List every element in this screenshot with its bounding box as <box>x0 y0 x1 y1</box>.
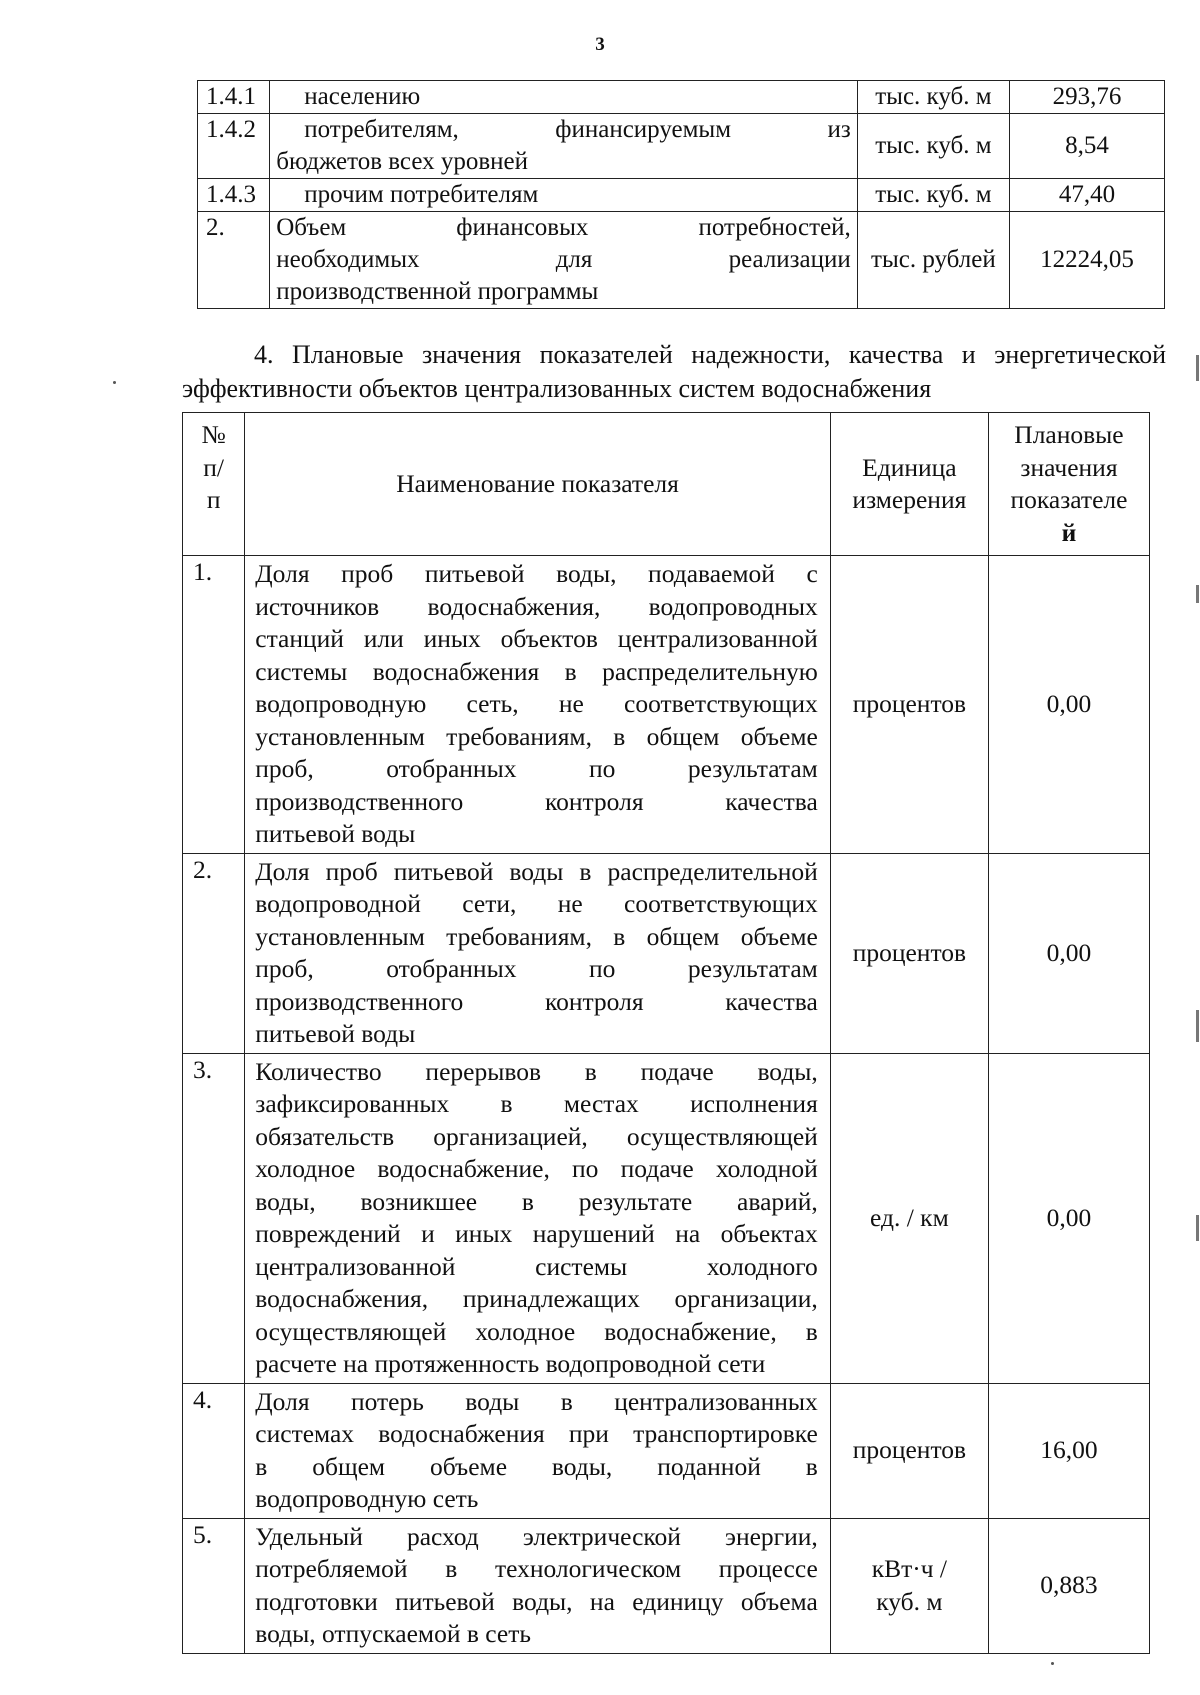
indicator-number: 2. <box>183 853 245 1053</box>
header-unit <box>830 413 988 556</box>
indicator-name-line: водопроводную сеть, не соответствующих <box>255 689 818 718</box>
row-number: 1.4.2 <box>198 114 270 179</box>
row-unit: тыс. куб. м <box>857 114 1009 179</box>
indicator-unit: ед. / км <box>830 1053 988 1383</box>
row-number: 1.4.3 <box>198 179 270 212</box>
indicator-row <box>183 853 1150 1053</box>
table-row <box>198 81 1165 114</box>
row-number: 1.4.1 <box>198 81 270 114</box>
indicator-name-line: повреждений и иных нарушений на объектах <box>255 1219 818 1248</box>
indicator-unit-line: куб. м <box>876 1586 943 1616</box>
section-heading <box>182 338 1166 406</box>
row-value: 293,76 <box>1009 81 1164 114</box>
indicator-name-line: холодное водоснабжение, по подаче холодной <box>255 1154 818 1183</box>
indicator-name-line: потребляемой в технологическом процессе <box>255 1554 818 1583</box>
indicator-name-line: зафиксированных в местах исполнения <box>255 1089 818 1118</box>
indicator-name-line: установленным требованиям, в общем объеме <box>255 721 818 751</box>
indicator-name-line: обязательств организацией, осуществляющей <box>255 1121 818 1151</box>
indicator-unit: процентов <box>830 1383 988 1518</box>
indicator-name-line: установленным требованиям, в общем объеме <box>255 921 818 951</box>
indicator-name-line: проб, отобранных по результатам <box>255 754 818 783</box>
scan-edge-mark <box>1196 1010 1199 1042</box>
indicator-row <box>183 1383 1150 1518</box>
row-value: 47,40 <box>1009 179 1164 212</box>
header-number-line: № <box>201 420 226 449</box>
indicator-number: 4. <box>183 1383 245 1518</box>
indicator-row <box>183 1518 1150 1653</box>
row-name <box>270 212 858 309</box>
indicator-name-line: централизованной системы холодного <box>255 1251 818 1281</box>
indicator-name-line: воды, отпускаемой в сеть <box>255 1619 531 1648</box>
scan-edge-mark <box>1196 355 1199 381</box>
header-unit-line: измерения <box>852 485 967 514</box>
row-unit: тыс. куб. м <box>857 179 1009 212</box>
indicator-name <box>245 1383 831 1518</box>
indicator-row <box>183 556 1150 854</box>
indicator-name <box>245 556 831 854</box>
indicator-unit-line: кВт·ч / <box>871 1554 948 1583</box>
indicator-name-line: производственного контроля качества <box>255 786 818 816</box>
indicator-name-line: станций или иных объектов централизованной <box>255 624 818 653</box>
page-number: 3 <box>595 34 605 55</box>
indicator-unit: процентов <box>830 853 988 1053</box>
row-name-line: потребителям, финансируемым из <box>304 116 851 143</box>
indicator-name <box>245 1518 831 1653</box>
row-name-line: производственной программы <box>276 278 599 305</box>
indicator-name-line: Доля проб питьевой воды в распределительной <box>255 856 818 886</box>
indicator-name-line: Количество перерывов в подаче воды, <box>255 1056 818 1086</box>
row-name-line: Объем финансовых потребностей, <box>276 214 851 241</box>
indicator-name-line: воды, возникшее в результате аварий, <box>255 1186 818 1216</box>
row-value: 12224,05 <box>1009 212 1164 309</box>
indicator-name-line: питьевой воды <box>255 1019 416 1048</box>
indicator-name <box>245 853 831 1053</box>
header-indicator-name: Наименование показателя <box>245 413 831 556</box>
scan-speck <box>1051 1662 1054 1665</box>
indicator-number: 3. <box>183 1053 245 1383</box>
indicator-row <box>183 1053 1150 1383</box>
table-row <box>198 114 1165 179</box>
header-value-line: показателе <box>1010 485 1128 514</box>
scan-speck <box>113 381 116 384</box>
indicator-name-line: в общем объеме воды, поданной в <box>255 1451 818 1481</box>
row-name <box>270 81 858 114</box>
header-value-line: значения <box>1020 452 1118 482</box>
header-unit-line: Единица <box>862 452 957 482</box>
indicator-number: 1. <box>183 556 245 854</box>
row-name <box>270 179 858 212</box>
header-number <box>183 413 245 556</box>
row-name-line: прочим потребителям <box>304 181 539 208</box>
indicator-name-line: системах водоснабжения при транспортировке <box>255 1419 818 1448</box>
indicator-name-line: проб, отобранных по результатам <box>255 954 818 983</box>
row-name <box>270 114 858 179</box>
indicator-unit <box>830 1518 988 1653</box>
section-heading-line-2: эффективности объектов централизованных систем водоснабжения <box>182 374 932 403</box>
indicator-value: 0,00 <box>988 853 1149 1053</box>
indicator-number: 5. <box>183 1518 245 1653</box>
indicators-table-body <box>183 556 1150 1654</box>
indicator-name-line: системы водоснабжения в распределительную <box>255 656 818 686</box>
indicator-name-line: Удельный расход электрической энергии, <box>255 1521 818 1551</box>
scan-edge-mark <box>1196 585 1199 603</box>
indicator-name-line: расчете на протяженность водопроводной сети <box>255 1349 766 1378</box>
indicator-name-line: питьевой воды <box>255 819 416 848</box>
table-row <box>198 179 1165 212</box>
row-number: 2. <box>198 212 270 309</box>
scan-edge-mark <box>1196 1215 1199 1241</box>
production-volume-table <box>197 80 1165 309</box>
header-value-line: Плановые <box>1014 420 1124 449</box>
indicator-value: 0,883 <box>988 1518 1149 1653</box>
header-value-line: й <box>1061 517 1077 547</box>
indicator-name-line: Доля проб питьевой воды, подаваемой с <box>255 559 818 588</box>
indicator-name-line: водопроводную сеть <box>255 1484 479 1513</box>
indicator-name-line: водоснабжения, принадлежащих организации, <box>255 1284 818 1313</box>
indicator-value: 0,00 <box>988 556 1149 854</box>
row-name-line: бюджетов всех уровней <box>276 148 529 175</box>
header-number-line: п/ <box>203 452 224 482</box>
indicator-name-line: подготовки питьевой воды, на единицу объема <box>255 1586 818 1616</box>
indicator-name-line: источников водоснабжения, водопроводных <box>255 591 818 621</box>
indicator-name-line: водопроводной сети, не соответствующих <box>255 889 818 918</box>
row-unit: тыс. куб. м <box>857 81 1009 114</box>
indicators-table-header-row <box>183 413 1150 556</box>
indicator-name-line: Доля потерь воды в централизованных <box>255 1386 818 1416</box>
header-number-line: п <box>206 485 221 514</box>
production-volume-table-body <box>198 81 1165 309</box>
header-planned-value <box>988 413 1149 556</box>
row-name-line: необходимых для реализации <box>276 246 851 273</box>
row-name-line: населению <box>304 83 421 110</box>
row-unit: тыс. рублей <box>857 212 1009 309</box>
indicator-name-line: осуществляющей холодное водоснабжение, в <box>255 1316 818 1346</box>
indicator-unit: процентов <box>830 556 988 854</box>
table-row <box>198 212 1165 309</box>
section-heading-line-1: 4. Плановые значения показателей надежности, качества и энергетической <box>254 340 1166 369</box>
indicator-value: 16,00 <box>988 1383 1149 1518</box>
row-value: 8,54 <box>1009 114 1164 179</box>
indicator-name-line: производственного контроля качества <box>255 986 818 1016</box>
indicator-value: 0,00 <box>988 1053 1149 1383</box>
indicators-table <box>182 412 1150 1654</box>
indicator-name <box>245 1053 831 1383</box>
